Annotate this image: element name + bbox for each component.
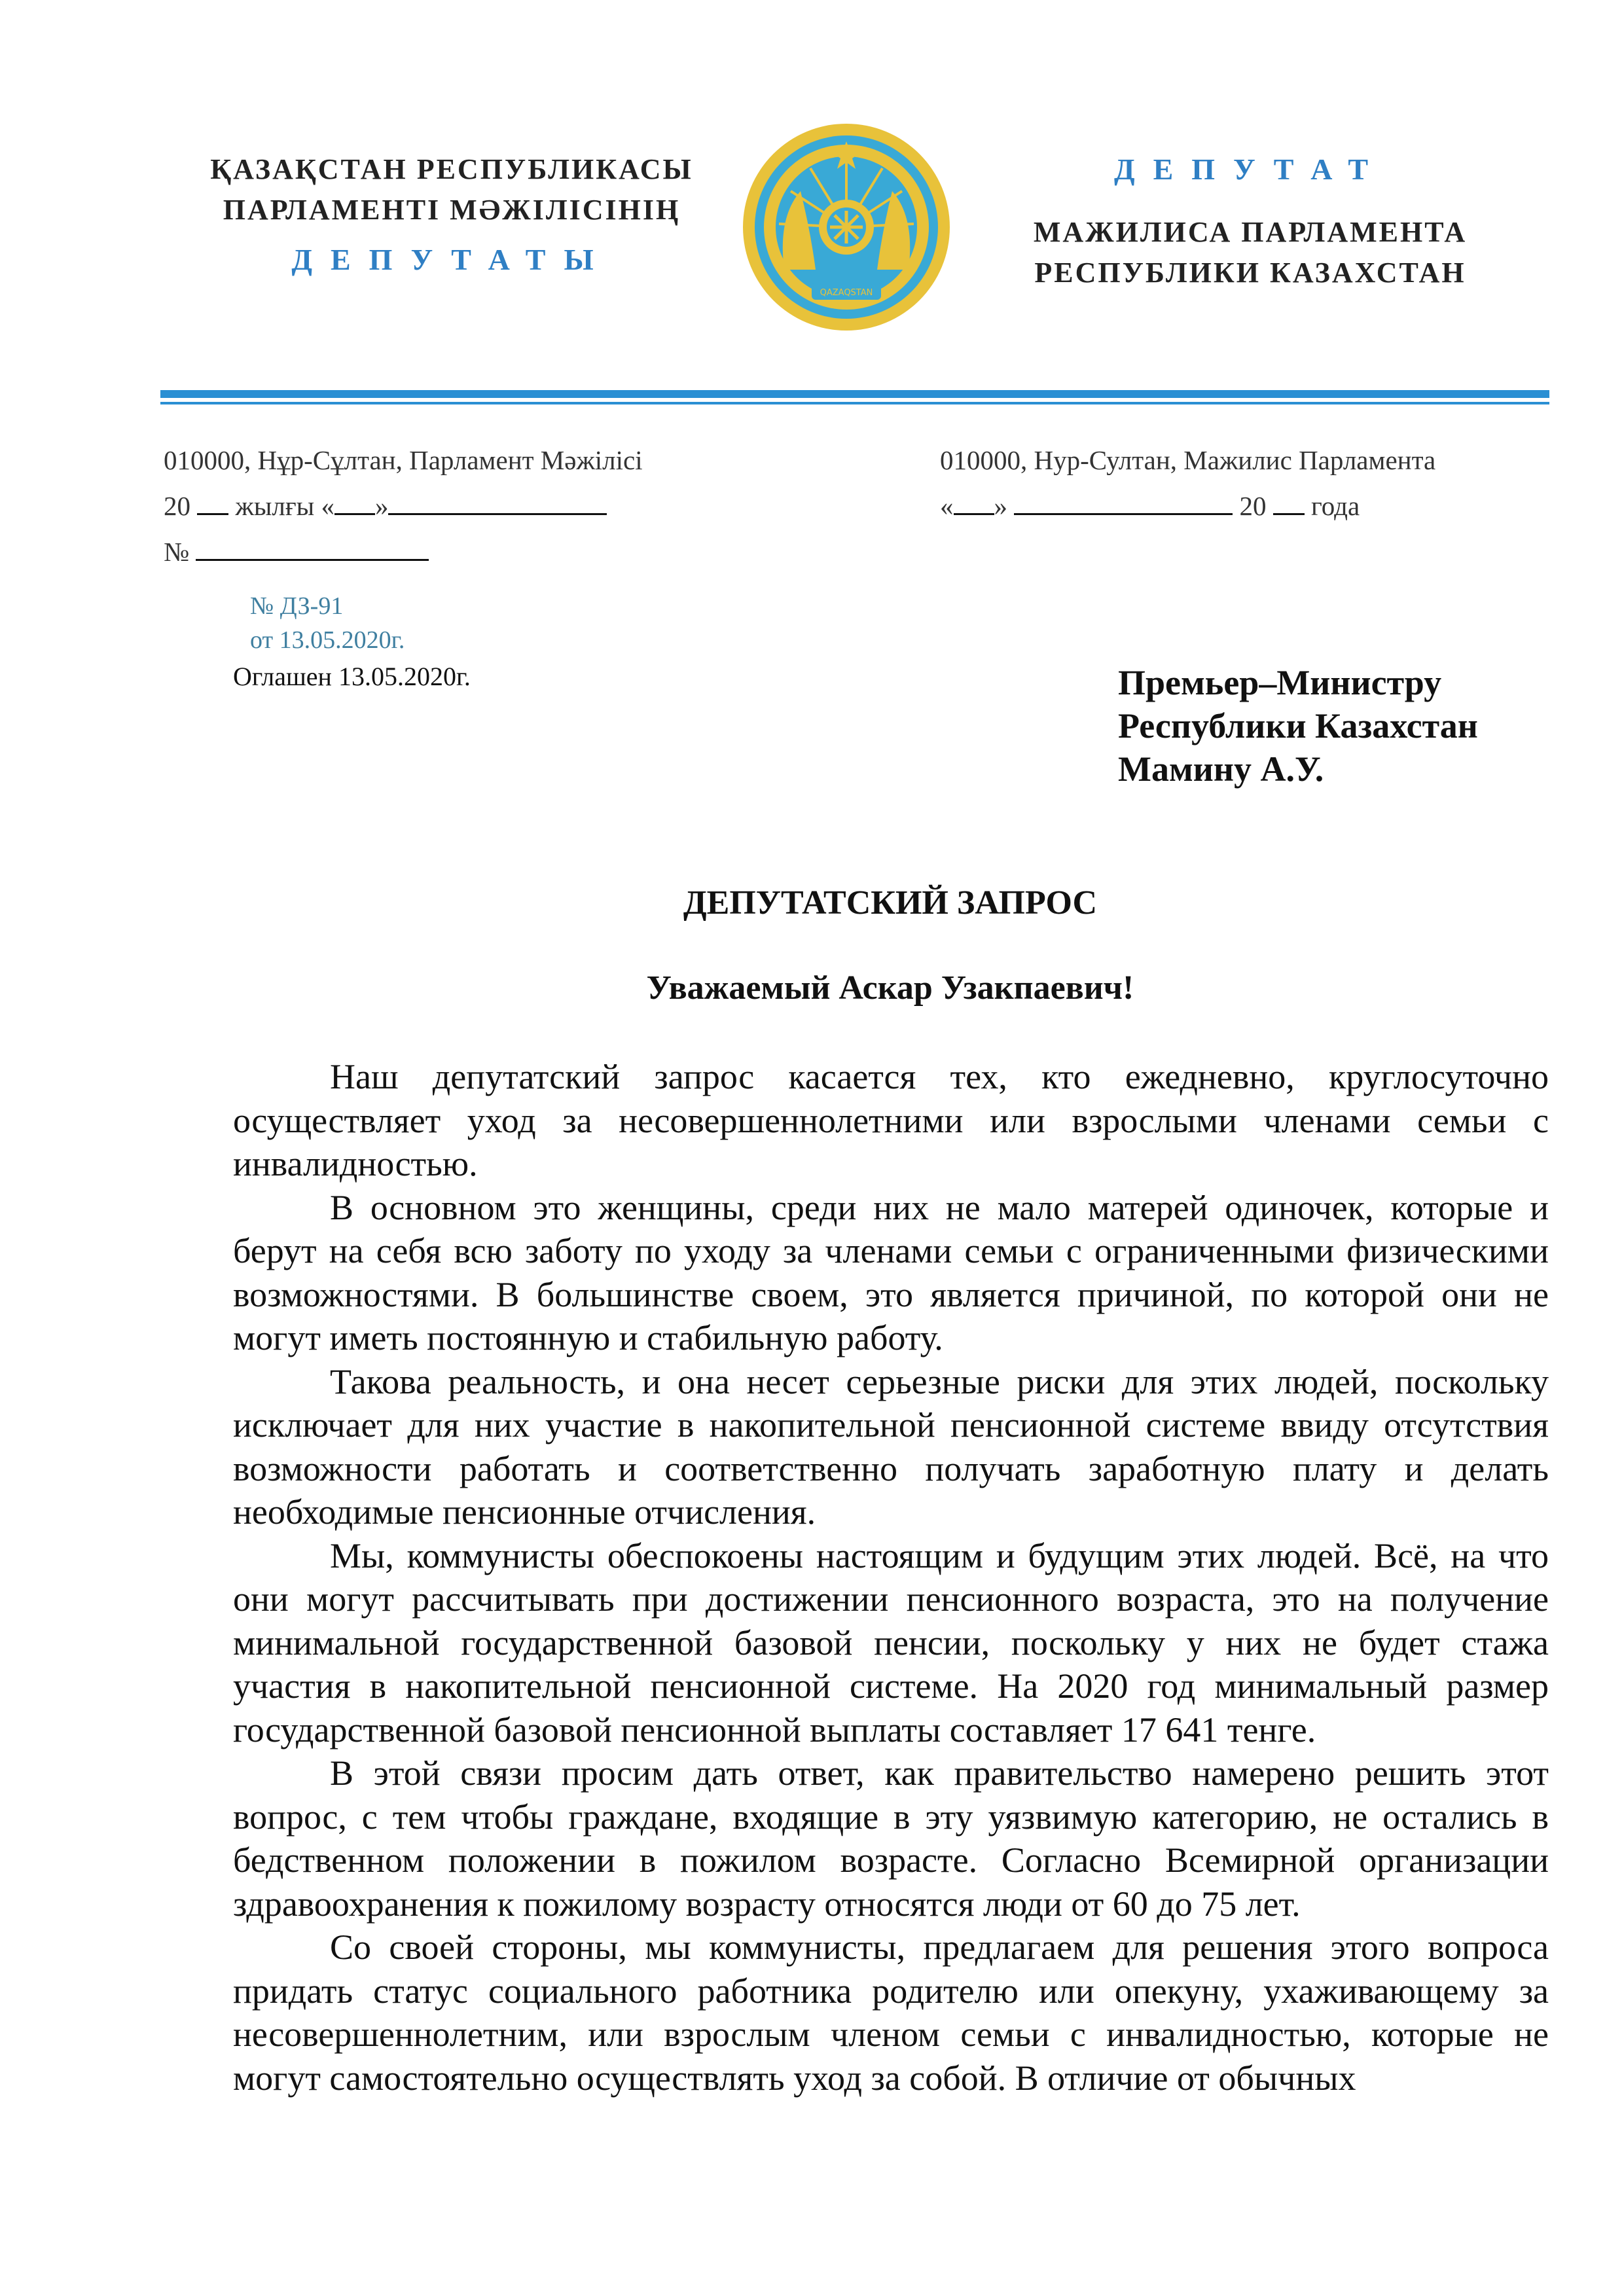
letterhead-divider bbox=[160, 390, 1549, 398]
paragraph-2: В основном это женщины, среди них не мало матерей одиночек, которые и берут на себя всю заботу по уходу за членами семьи с ограниченными физическими возможностями. В большинстве своем, это является причиной, по которой они не могут иметь постоянную и стабильную работу. bbox=[233, 1187, 1549, 1357]
date-line-right bbox=[940, 483, 1435, 529]
paragraph-6: Со своей стороны, мы коммунисты, предлагаем для решения этого вопроса придать статус социального работника родителю или опекуну, ухаживающему за несовершеннолетним, или взрослым членом семьи с инвалидностью, которые не могут самостоятельно осуществлять уход за собой. В отличие от обычных bbox=[233, 1928, 1549, 2098]
day-blank bbox=[334, 491, 375, 515]
addressee-line2: Республики Казахстан bbox=[1118, 706, 1478, 745]
year-label-right: 20 bbox=[1239, 491, 1267, 521]
greeting: Уважаемый Аскар Узакпаевич! bbox=[646, 969, 1134, 1007]
quote-open: « bbox=[940, 491, 954, 521]
year-blank bbox=[197, 491, 228, 515]
number-line-left bbox=[164, 529, 643, 575]
paragraph-3: Такова реальность, и она несет серьезные риски для этих людей, поскольку исключает для них участие в накопительной пенсионной системе ввиду отсутствия возможности работать и соответственно получать заработную плату и делать необходимые пенсионные отчисления. bbox=[233, 1361, 1549, 1532]
year-blank-right bbox=[1273, 491, 1305, 515]
quote-close: » bbox=[374, 491, 389, 521]
paragraph-5: В этой связи просим дать ответ, как правительство намерено решить этот вопрос, с тем чтобы граждане, входящие в эту уязвимую категорию, не остались в бедственном положении в пожилом возрасте. Согласно Всемирной организации здравоохранения к пожилому возрасту относятся люди от 60 до 75 лет. bbox=[233, 1753, 1549, 1924]
letterhead-left-line1: ҚАЗАҚСТАН РЕСПУБЛИКАСЫ bbox=[210, 153, 693, 185]
paragraph-4: Мы, коммунисты обеспокоены настоящим и будущим этих людей. Всё, на что они могут рассчитывать при достижении пенсионного возраста, это на получение минимальной государственной базовой пенсии, поскольку у них не будет стажа участия в накопительной пенсионной системе. На 2020 год минимальный размер государственной базовой пенсионной выплаты составляет 17 641 тенге. bbox=[233, 1535, 1549, 1749]
month-blank-right bbox=[1014, 491, 1233, 515]
day-blank-right bbox=[954, 491, 994, 515]
address-left-line: 010000, Нұр-Сұлтан, Парламент Мәжілісі bbox=[164, 445, 643, 475]
letter-body bbox=[233, 1055, 1549, 2100]
state-emblem-svg bbox=[738, 119, 954, 335]
addressee-line3: Мамину А.У. bbox=[1118, 749, 1324, 789]
year-suffix: жылғы « bbox=[235, 491, 334, 521]
number-label: № bbox=[164, 537, 190, 567]
letterhead-left bbox=[164, 149, 740, 280]
address-left bbox=[164, 437, 643, 575]
letterhead-right-title: ДЕПУТАТ bbox=[1113, 152, 1387, 186]
registration-stamp bbox=[250, 589, 405, 657]
month-blank bbox=[388, 491, 607, 515]
year-label: 20 bbox=[164, 491, 190, 521]
paragraph-1: Наш депутатский запрос касается тех, кто ежедневно, круглосуточно осуществляет уход за несовершеннолетними или взрослыми членами семьи с инвалидностью. bbox=[233, 1057, 1549, 1183]
letterhead-right-line2: МАЖИЛИСА ПАРЛАМЕНТА bbox=[1033, 216, 1468, 248]
document-title: ДЕПУТАТСКИЙ ЗАПРОС bbox=[683, 884, 1098, 922]
letterhead-right bbox=[1021, 149, 1479, 293]
state-emblem-icon bbox=[738, 119, 954, 335]
letterhead-left-line2: ПАРЛАМЕНТІ МӘЖІЛІСІНІҢ bbox=[223, 194, 681, 226]
address-right-line: 010000, Нур-Султан, Мажилис Парламента bbox=[940, 445, 1436, 475]
letterhead-right-line3: РЕСПУБЛИКИ КАЗАХСТАН bbox=[1034, 257, 1466, 289]
letterhead-divider-thin bbox=[160, 402, 1549, 404]
number-blank bbox=[196, 537, 429, 561]
quote-close-right: » bbox=[994, 491, 1007, 521]
registration-date: от 13.05.2020г. bbox=[250, 626, 405, 654]
year-suffix-right: года bbox=[1311, 491, 1360, 521]
registration-number: № ДЗ-91 bbox=[250, 592, 344, 620]
letterhead-left-title: ДЕПУТАТЫ bbox=[291, 243, 612, 276]
date-line-left bbox=[164, 483, 643, 529]
emblem-ribbon-text: QAZAQSTAN bbox=[820, 288, 873, 298]
addressee-block bbox=[1118, 661, 1478, 791]
announced-date: Оглашен 13.05.2020г. bbox=[233, 662, 471, 691]
address-right bbox=[940, 437, 1435, 529]
addressee-line1: Премьер–Министру bbox=[1118, 663, 1442, 702]
